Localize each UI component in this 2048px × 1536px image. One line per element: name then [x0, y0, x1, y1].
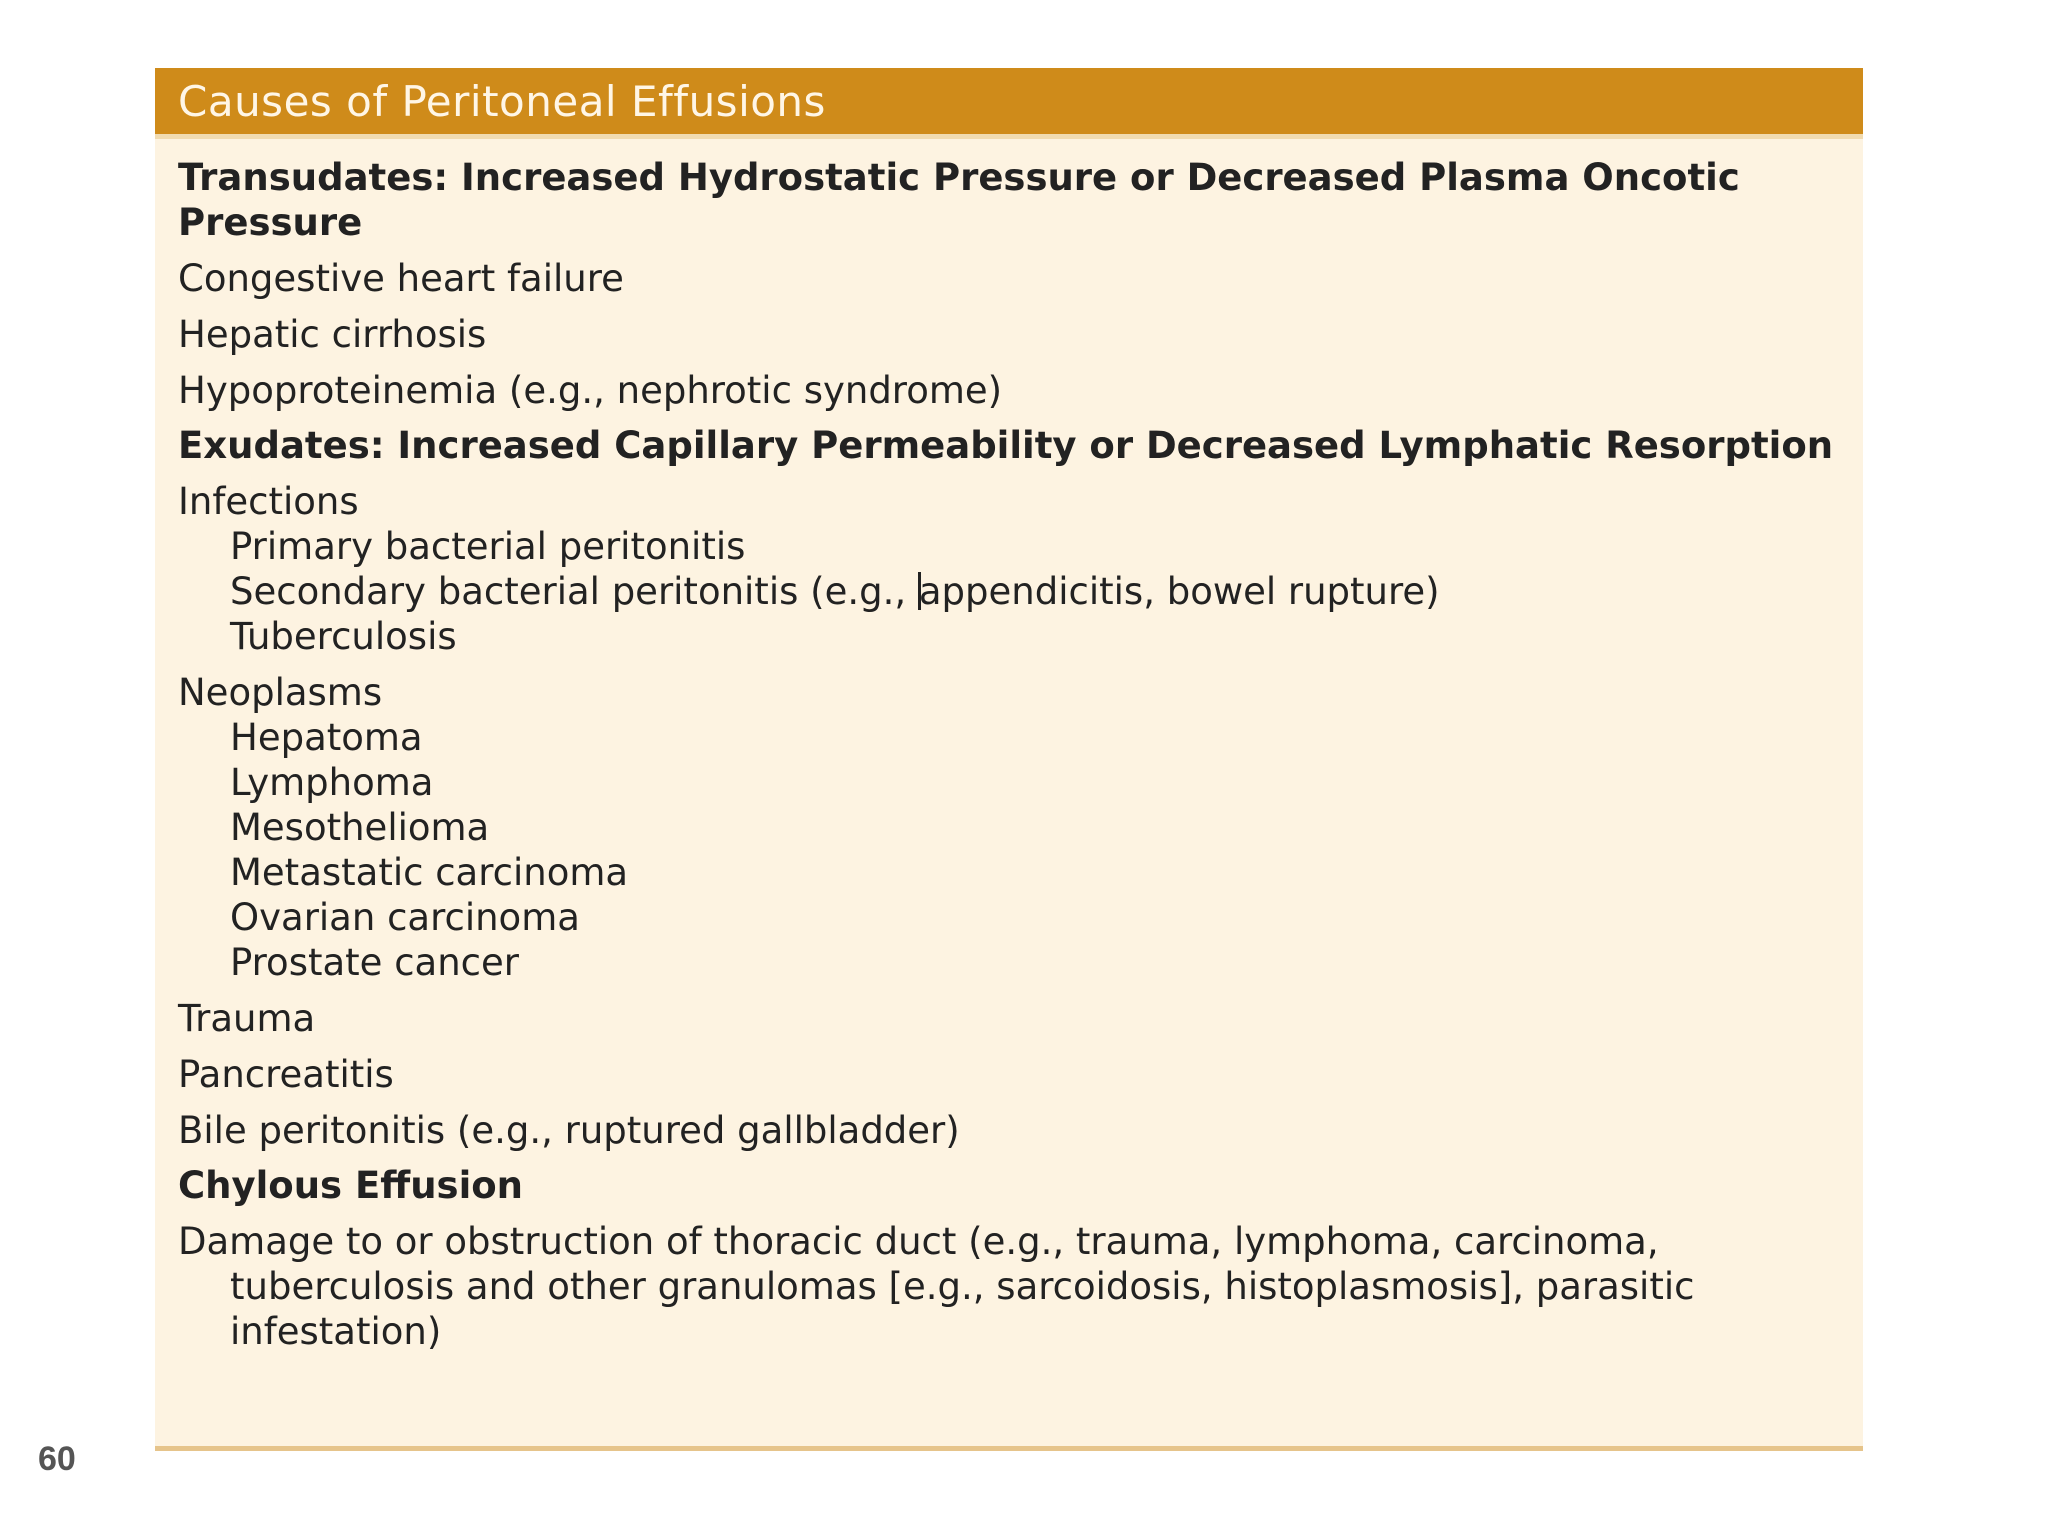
list-item: Pancreatitis — [178, 1053, 394, 1096]
list-item — [178, 569, 1840, 614]
list-item: Hepatic cirrhosis — [178, 313, 487, 356]
exudates-heading: Exudates: Increased Capillary Permeability or Decreased Lymphatic Resorption — [178, 424, 1834, 467]
list-item-text-part: Secondary bacterial peritonitis (e.g., — [230, 570, 918, 613]
page-number: 60 — [38, 1440, 76, 1478]
list-item-text-part: appendicitis, bowel rupture) — [918, 570, 1440, 613]
list-item: Hepatoma — [230, 716, 423, 759]
neoplasms-group — [178, 670, 1840, 985]
table-header — [155, 68, 1863, 139]
list-item: Trauma — [178, 997, 316, 1040]
chylous-heading: Chylous Effusion — [178, 1164, 524, 1207]
infections-label: Infections — [178, 480, 359, 523]
list-item: Ovarian carcinoma — [230, 896, 580, 939]
list-item: Metastatic carcinoma — [230, 851, 629, 894]
table-body — [155, 139, 1863, 1354]
list-item: Tuberculosis — [230, 615, 457, 658]
transudates-heading: Transudates: Increased Hydrostatic Pressure or Decreased Plasma Oncotic Pressure — [178, 156, 1740, 244]
list-item: Bile peritonitis (e.g., ruptured gallbladder) — [178, 1109, 960, 1152]
list-item: Prostate cancer — [230, 941, 519, 984]
list-item: Congestive heart failure — [178, 257, 624, 300]
chylous-description: Damage to or obstruction of thoracic duct (e.g., trauma, lymphoma, carcinoma, tuberculosis and other granulomas [e.g., sarcoidosis, histoplasmosis], parasitic infestation) — [178, 1220, 1695, 1353]
neoplasms-label: Neoplasms — [178, 671, 383, 714]
list-item: Lymphoma — [230, 761, 434, 804]
list-item: Hypoproteinemia (e.g., nephrotic syndrome) — [178, 369, 1003, 412]
causes-table — [155, 68, 1863, 1451]
list-item: Primary bacterial peritonitis — [230, 525, 746, 568]
list-item: Mesothelioma — [230, 806, 490, 849]
table-title: Causes of Peritoneal Effusions — [178, 76, 826, 126]
infections-group — [178, 479, 1840, 659]
